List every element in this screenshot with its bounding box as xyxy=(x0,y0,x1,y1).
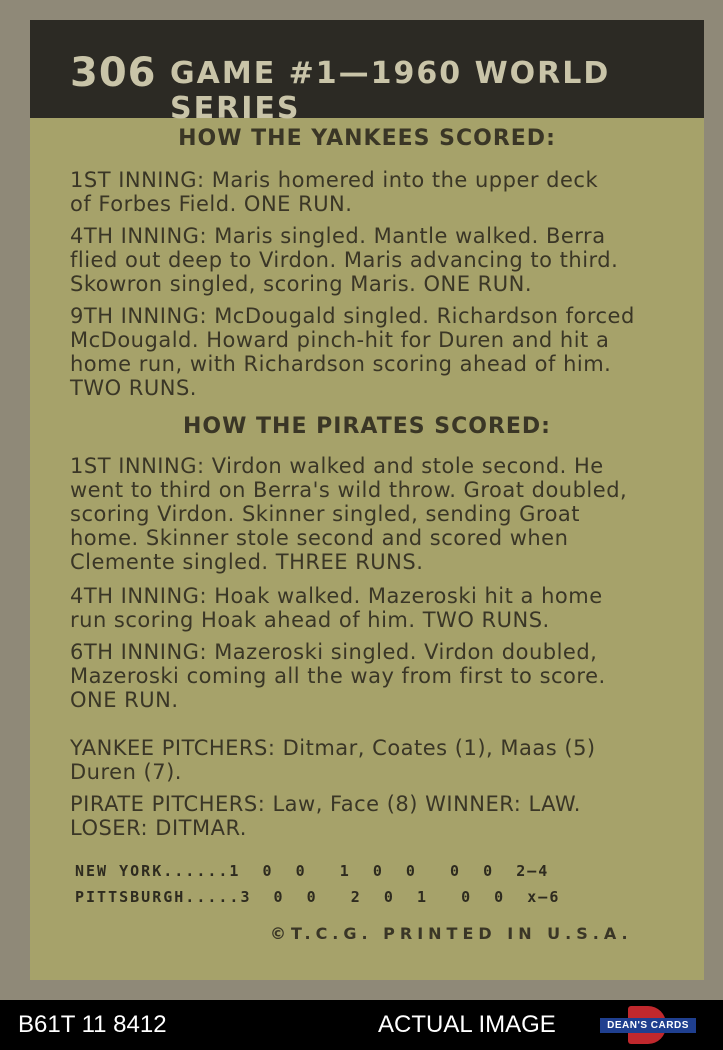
printed-line: ©T.C.G. PRINTED IN U.S.A. xyxy=(270,924,633,943)
yankees-paragraph-1 xyxy=(70,168,670,216)
text-line: PIRATE PITCHERS: Law, Face (8) WINNER: LAW. xyxy=(70,792,581,816)
card-id-text: B61T 11 8412 xyxy=(18,1011,167,1038)
text-line: flied out deep to Virdon. Maris advancing to third. xyxy=(70,248,619,272)
text-line: 4TH INNING: Maris singled. Mantle walked. Berra xyxy=(70,224,606,248)
pirate-pitchers xyxy=(70,792,670,840)
text-line: McDougald. Howard pinch-hit for Duren and hit a xyxy=(70,328,610,352)
box-score xyxy=(75,862,675,914)
pirates-paragraph-2 xyxy=(70,584,670,632)
text-line: 6TH INNING: Mazeroski singled. Virdon doubled, xyxy=(70,640,598,664)
text-line: Skowron singled, scoring Maris. ONE RUN. xyxy=(70,272,533,296)
text-line: Mazeroski coming all the way from first to score. xyxy=(70,664,606,688)
card-title: GAME #1—1960 WORLD SERIES xyxy=(170,56,611,126)
text-line: 9TH INNING: McDougald singled. Richardson forced xyxy=(70,304,635,328)
box-score-row-new-york: NEW YORK......1 0 0 1 0 0 0 0 2—4 xyxy=(75,862,550,880)
actual-image-label: ACTUAL IMAGE xyxy=(378,1011,556,1038)
text-line: TWO RUNS. xyxy=(70,376,197,400)
text-line: 4TH INNING: Hoak walked. Mazeroski hit a home xyxy=(70,584,603,608)
card-panel xyxy=(30,20,704,980)
deans-cards-logo xyxy=(600,1006,696,1044)
text-line: ONE RUN. xyxy=(70,688,179,712)
yankees-paragraph-2 xyxy=(70,224,670,296)
text-line: run scoring Hoak ahead of him. TWO RUNS. xyxy=(70,608,550,632)
text-line: 1ST INNING: Maris homered into the upper deck xyxy=(70,168,599,192)
text-line: LOSER: DITMAR. xyxy=(70,816,247,840)
yankees-paragraph-3 xyxy=(70,304,670,400)
yankees-heading: HOW THE YANKEES SCORED: xyxy=(178,126,556,151)
pirates-paragraph-1 xyxy=(70,454,670,574)
yankee-pitchers xyxy=(70,736,670,784)
card-number: 306 xyxy=(70,50,157,96)
text-line: Clemente singled. THREE RUNS. xyxy=(70,550,424,574)
card-header xyxy=(30,20,704,126)
text-line: YANKEE PITCHERS: Ditmar, Coates (1), Maas (5) xyxy=(70,736,596,760)
logo-text: DEAN'S CARDS xyxy=(600,1018,696,1033)
text-line: Duren (7). xyxy=(70,760,182,784)
pirates-heading: HOW THE PIRATES SCORED: xyxy=(183,414,551,439)
text-line: 1ST INNING: Virdon walked and stole second. He xyxy=(70,454,604,478)
caption-bar xyxy=(0,1000,723,1050)
text-line: home run, with Richardson scoring ahead of him. xyxy=(70,352,612,376)
pirates-paragraph-3 xyxy=(70,640,670,712)
text-line: home. Skinner stole second and scored when xyxy=(70,526,569,550)
box-score-row-pittsburgh: PITTSBURGH.....3 0 0 2 0 1 0 0 x—6 xyxy=(75,888,561,906)
text-line: of Forbes Field. ONE RUN. xyxy=(70,192,353,216)
text-line: scoring Virdon. Skinner singled, sending Groat xyxy=(70,502,581,526)
text-line: went to third on Berra's wild throw. Groat doubled, xyxy=(70,478,628,502)
